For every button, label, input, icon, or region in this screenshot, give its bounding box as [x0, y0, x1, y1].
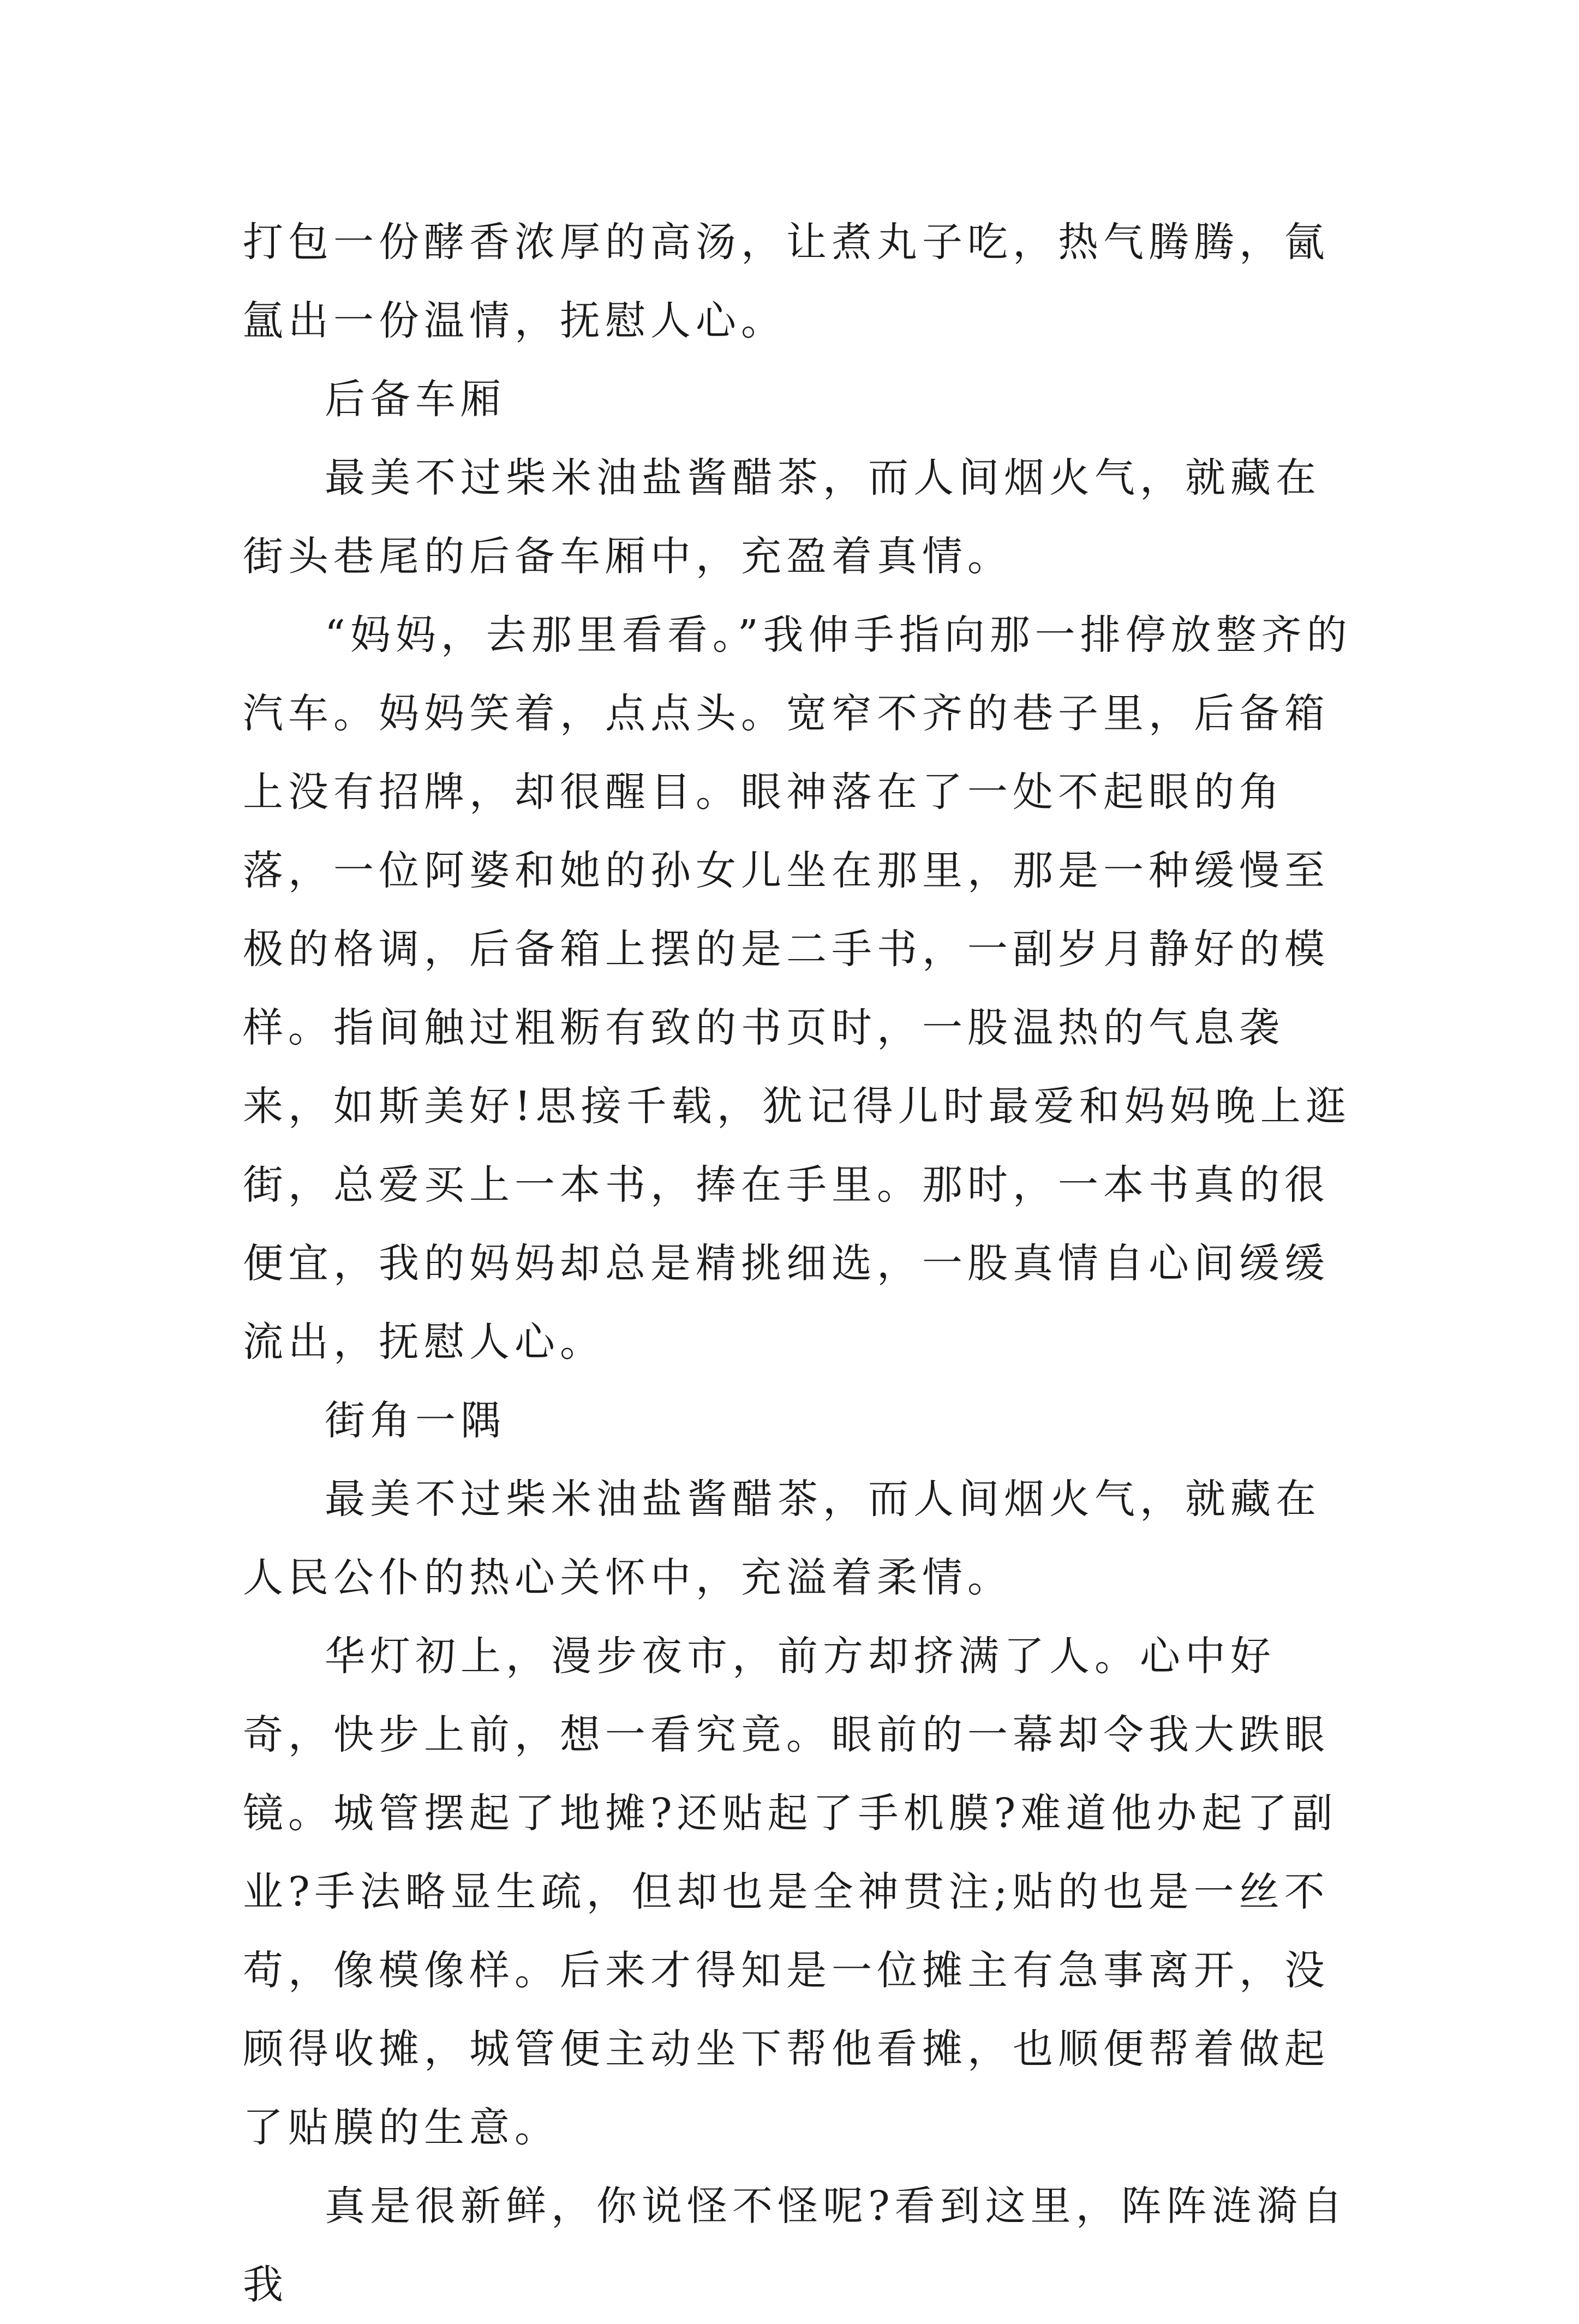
paragraph-3: “妈妈，去那里看看。”我伸手指向那一排停放整齐的汽车。妈妈笑着，点点头。宽窄不齐的巷子里，后备箱上没有招牌，却很醒目。眼神落在了一处不起眼的角落，一位阿婆和她的孙女儿坐在那里，那是一种缓慢至极的格调，后备箱上摆的是二手书，一副岁月静好的模样。指间触过粗粝有致的书页时，一股温热的气息袭来，如斯美好!思接千载，犹记得儿时最爱和妈妈晚上逛街，总爱买上一本书，捧在手里。那时，一本书真的很便宜，我的妈妈却总是精挑细选，一股真情自心间缓缓流出，抚慰人心。: [243, 612, 1352, 1365]
section-heading-street-corner: 街角一隅: [325, 1397, 506, 1444]
paragraph-6: 真是很新鲜，你说怪不怪呢?看到这里，阵阵涟漪自我: [243, 2183, 1348, 2308]
paragraph-4: 最美不过柴米油盐酱醋茶，而人间烟火气，就藏在人民公仆的热心关怀中，充溢着柔情。: [243, 1476, 1321, 1601]
section-heading-trunk: 后备车厢: [325, 376, 506, 423]
document-body: [243, 203, 1356, 2324]
paragraph-5: 华灯初上，漫步夜市，前方却挤满了人。心中好奇，快步上前，想一看究竟。眼前的一幕却令我大跌眼镜。城管摆起了地摊?还贴起了手机膜?难道他办起了副业?手法略显生疏，但却也是全神贯注;贴的也是一丝不苟，像模像样。后来才得知是一位摊主有急事离开，没顾得收摊，城管便主动坐下帮他看摊，也顺便帮着做起了贴膜的生意。: [243, 1633, 1338, 2151]
paragraph-1: 打包一份酵香浓厚的高汤，让煮丸子吃，热气腾腾，氤氲出一份温情，抚慰人心。: [243, 219, 1330, 344]
paragraph-2: 最美不过柴米油盐酱醋茶，而人间烟火气，就藏在街头巷尾的后备车厢中，充盈着真情。: [243, 454, 1321, 580]
